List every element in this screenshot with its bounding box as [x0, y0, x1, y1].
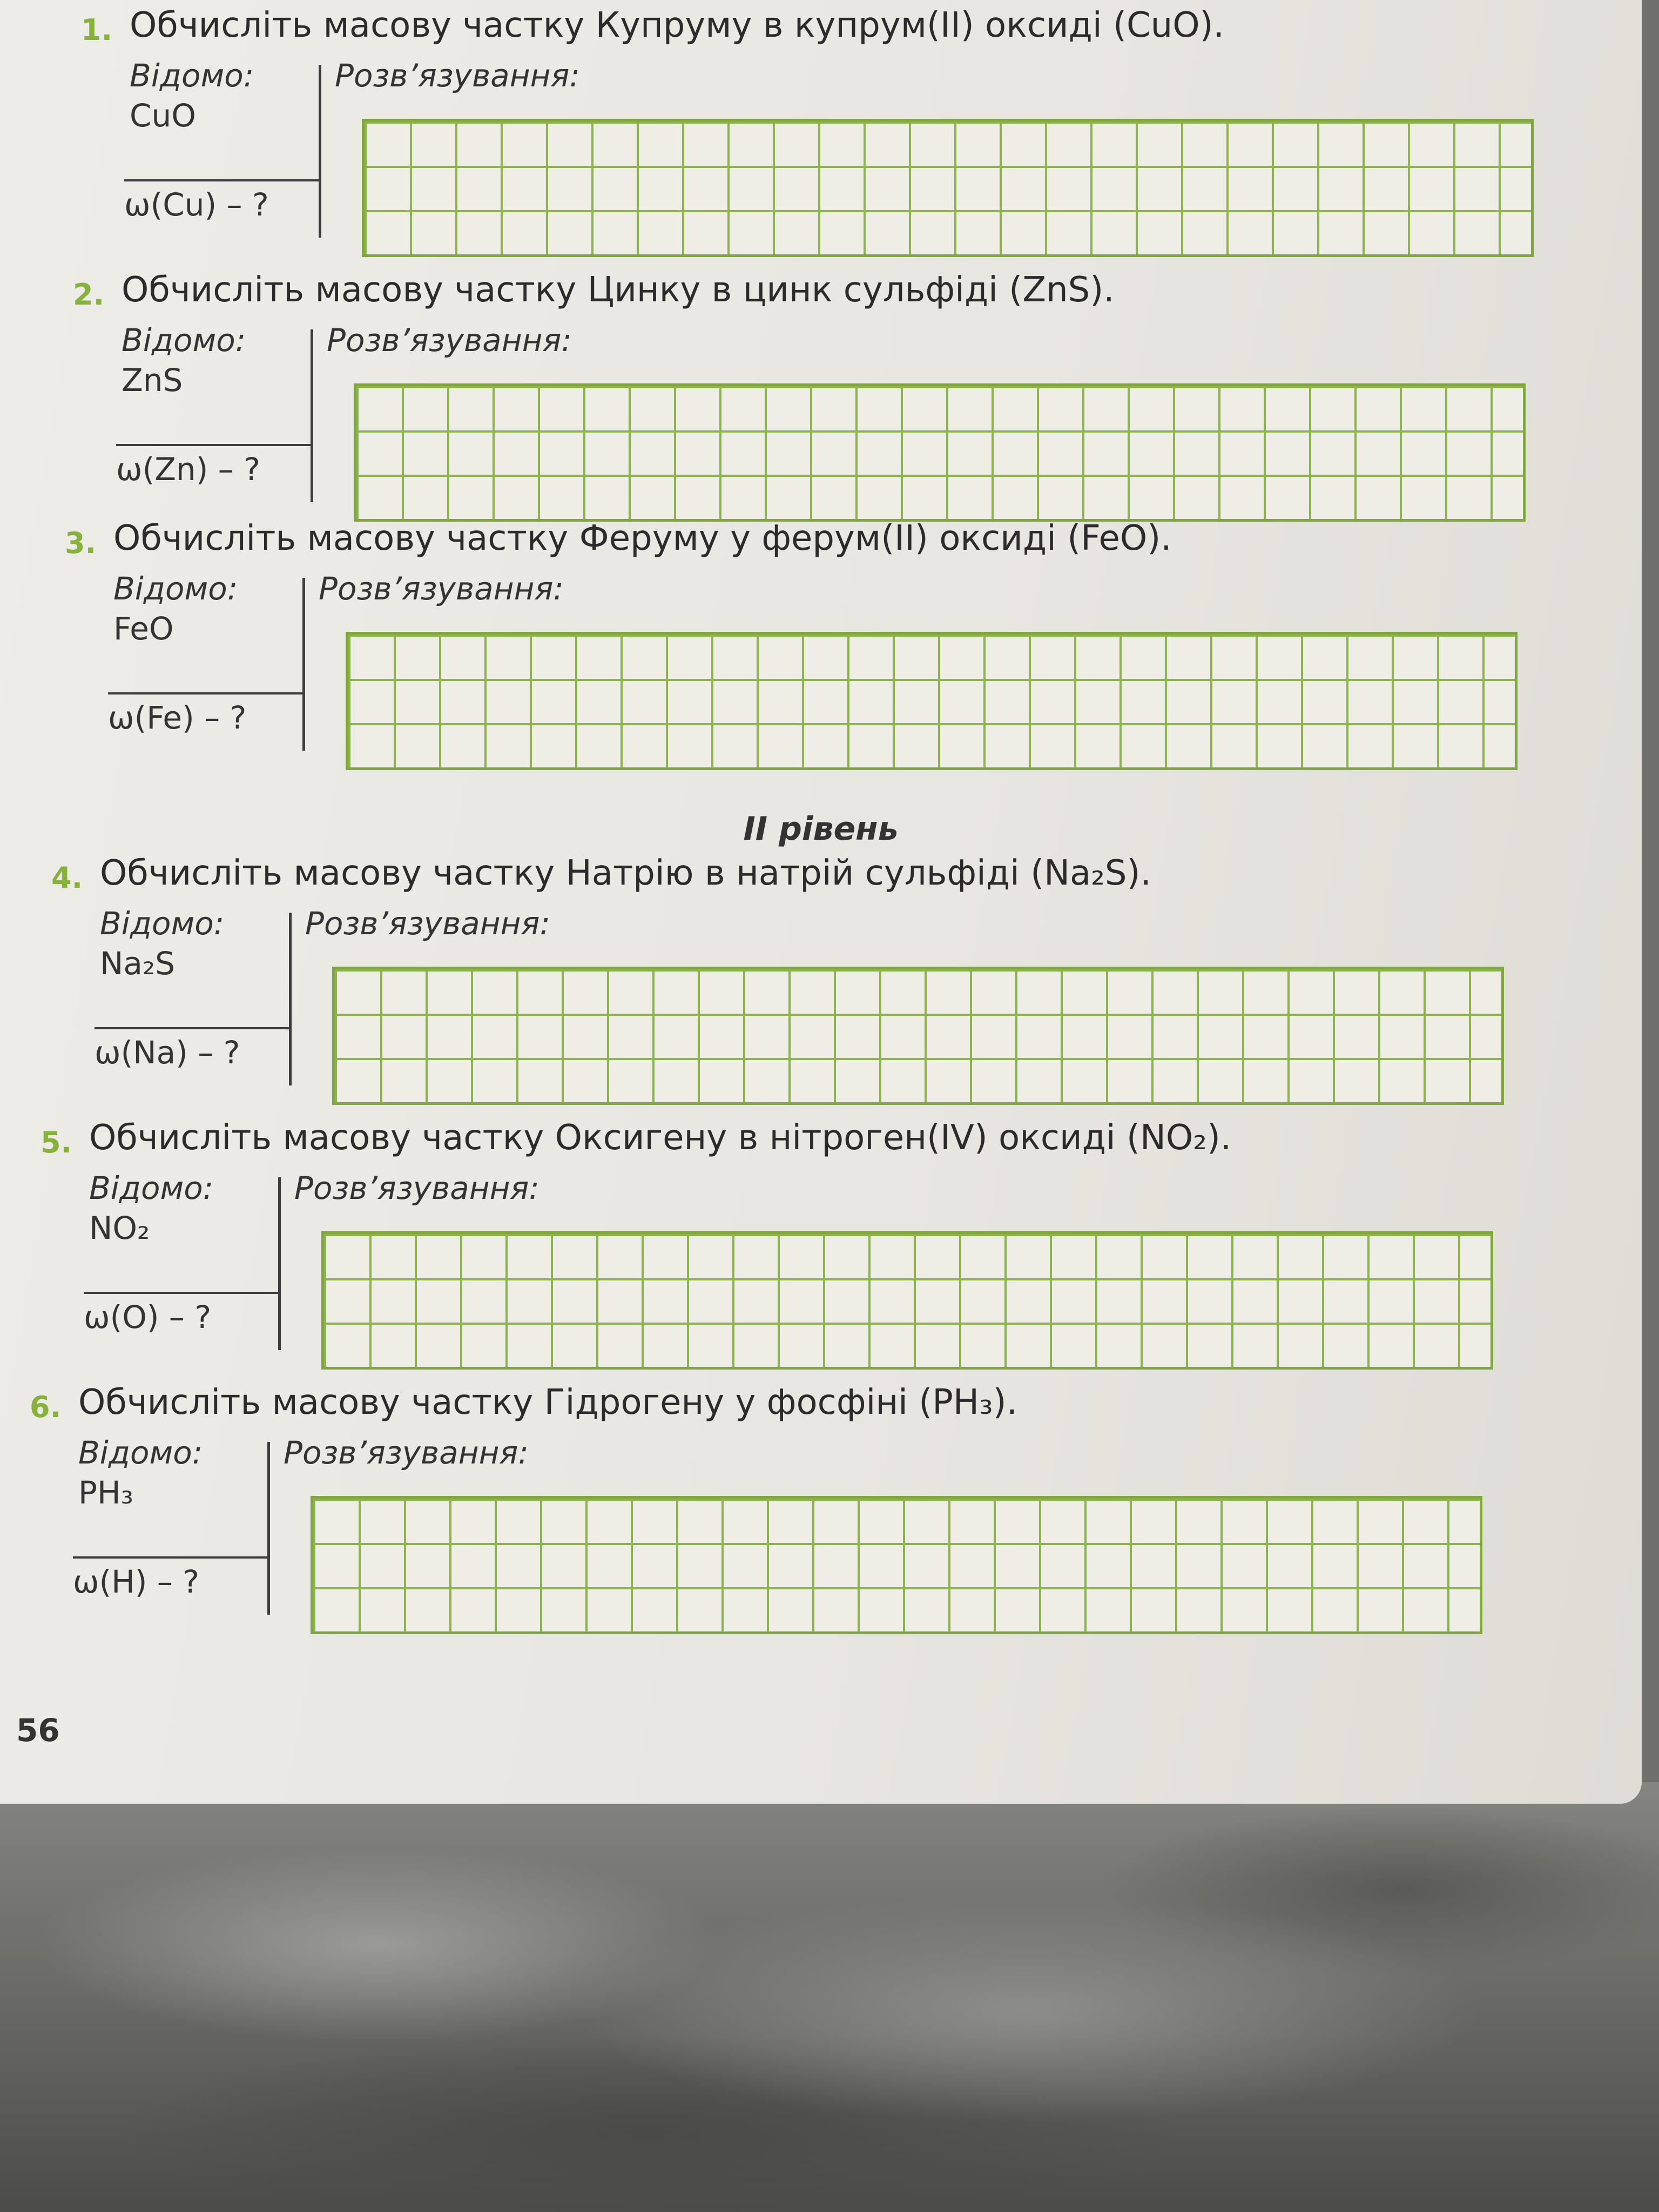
divider-vertical	[302, 578, 305, 751]
problem-number: 6.	[30, 1390, 62, 1424]
divider-horizontal	[95, 1027, 290, 1029]
divider-horizontal	[108, 692, 304, 694]
given-substance: CuO	[130, 97, 196, 134]
level-heading: II рівень	[743, 810, 899, 848]
problem-number: 1.	[81, 13, 113, 47]
solution-grid[interactable]	[346, 632, 1518, 770]
problem-text: Обчисліть масову частку Гідрогену у фосфіні (PH₃).	[78, 1382, 1017, 1422]
find-quantity: ω(O) – ?	[84, 1299, 212, 1336]
divider-horizontal	[73, 1556, 268, 1559]
given-substance: PH₃	[78, 1474, 133, 1511]
divider-horizontal	[124, 179, 320, 181]
given-substance: ZnS	[122, 362, 183, 399]
solution-label: Розв’язування:	[305, 905, 550, 942]
solution-grid[interactable]	[321, 1231, 1493, 1370]
solution-label: Розв’язування:	[319, 570, 564, 607]
problem-text: Обчисліть масову частку Оксигену в нітроген(IV) оксиді (NO₂).	[89, 1118, 1232, 1158]
given-label: Відомо:	[78, 1434, 203, 1471]
divider-horizontal	[116, 444, 312, 446]
given-label: Відомо:	[122, 322, 246, 359]
problem-text: Обчисліть масову частку Феруму у ферум(II) оксиді (FeO).	[113, 518, 1172, 558]
problem-text: Обчисліть масову частку Натрію в натрій сульфіді (Na₂S).	[100, 853, 1151, 893]
find-quantity: ω(Zn) – ?	[116, 451, 260, 488]
divider-vertical	[289, 913, 292, 1085]
problem-text: Обчисліть масову частку Цинку в цинк сульфіді (ZnS).	[122, 270, 1115, 310]
given-label: Відомо:	[89, 1170, 214, 1206]
find-quantity: ω(Cu) – ?	[124, 186, 269, 223]
divider-horizontal	[84, 1292, 279, 1294]
divider-vertical	[319, 65, 321, 238]
page-number: 56	[16, 1712, 60, 1749]
problem-text: Обчисліть масову частку Купруму в купрум(II) оксиді (CuO).	[130, 5, 1224, 45]
given-substance: NO₂	[89, 1210, 150, 1246]
solution-label: Розв’язування:	[294, 1170, 539, 1206]
find-quantity: ω(H) – ?	[73, 1563, 200, 1600]
solution-grid[interactable]	[354, 383, 1526, 522]
solution-grid[interactable]	[362, 119, 1534, 257]
given-substance: Na₂S	[100, 945, 175, 982]
blanket-background	[0, 1782, 1659, 2212]
find-quantity: ω(Fe) – ?	[108, 699, 247, 736]
divider-vertical	[311, 329, 313, 502]
problem-number: 2.	[73, 278, 105, 312]
given-substance: FeO	[113, 610, 174, 647]
solution-label: Розв’язування:	[327, 322, 572, 359]
problem-number: 3.	[65, 526, 97, 560]
divider-vertical	[278, 1177, 281, 1350]
find-quantity: ω(Na) – ?	[95, 1034, 240, 1071]
given-label: Відомо:	[130, 57, 254, 94]
problem-number: 4.	[51, 861, 83, 895]
solution-grid[interactable]	[332, 967, 1504, 1105]
divider-vertical	[267, 1442, 270, 1615]
problem-number: 5.	[41, 1125, 72, 1159]
solution-grid[interactable]	[311, 1496, 1482, 1634]
solution-label: Розв’язування:	[284, 1434, 529, 1471]
given-label: Відомо:	[113, 570, 238, 607]
given-label: Відомо:	[100, 905, 225, 942]
solution-label: Розв’язування:	[335, 57, 580, 94]
